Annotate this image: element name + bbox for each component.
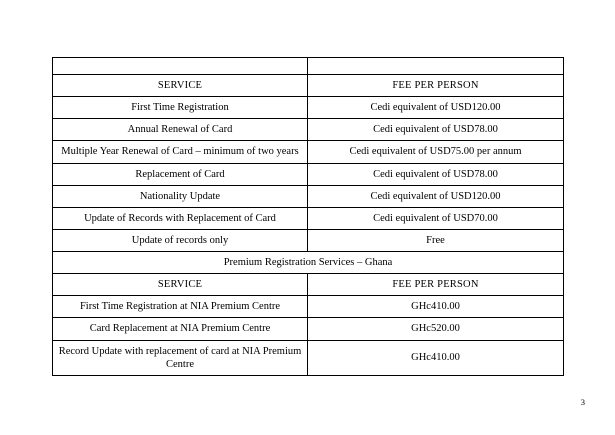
cell-fee: GHc410.00 (308, 296, 564, 318)
cell-service: Record Update with replacement of card at NIA Premium Centre (53, 340, 308, 375)
table-row (53, 163, 564, 185)
column-header-fee: FEE PER PERSON (308, 274, 564, 296)
cell-fee: Cedi equivalent of USD70.00 (308, 207, 564, 229)
table-row (53, 318, 564, 340)
cell-service: Update of records only (53, 229, 308, 251)
table-header-row-1 (53, 75, 564, 97)
section-title: Premium Registration Services – Ghana (53, 252, 564, 274)
cell-fee: Cedi equivalent of USD120.00 (308, 97, 564, 119)
table-row (53, 229, 564, 251)
cell-fee: Cedi equivalent of USD120.00 (308, 185, 564, 207)
cell-fee: Cedi equivalent of USD78.00 (308, 119, 564, 141)
table-row (53, 119, 564, 141)
fees-table (52, 57, 564, 376)
table-row (53, 207, 564, 229)
cell-service: Multiple Year Renewal of Card – minimum of two years (53, 141, 308, 163)
cell-service: Nationality Update (53, 185, 308, 207)
cell-service: Update of Records with Replacement of Card (53, 207, 308, 229)
section-title-row (53, 252, 564, 274)
table-header-row-2 (53, 274, 564, 296)
cell-service: Card Replacement at NIA Premium Centre (53, 318, 308, 340)
column-header-fee: FEE PER PERSON (308, 75, 564, 97)
table-row (53, 185, 564, 207)
table-row (53, 97, 564, 119)
cell-service: Annual Renewal of Card (53, 119, 308, 141)
cell-service: First Time Registration at NIA Premium Centre (53, 296, 308, 318)
cell-service: Replacement of Card (53, 163, 308, 185)
cell-fee: GHc410.00 (308, 340, 564, 375)
cell-fee: GHc520.00 (308, 318, 564, 340)
blank-cell-service (53, 58, 308, 75)
blank-cell-fee (308, 58, 564, 75)
cell-fee: Free (308, 229, 564, 251)
page-number: 3 (580, 397, 585, 407)
cell-service: First Time Registration (53, 97, 308, 119)
cell-fee: Cedi equivalent of USD75.00 per annum (308, 141, 564, 163)
table-row (53, 141, 564, 163)
cell-fee: Cedi equivalent of USD78.00 (308, 163, 564, 185)
column-header-service: SERVICE (53, 274, 308, 296)
column-header-service: SERVICE (53, 75, 308, 97)
table-row (53, 296, 564, 318)
table-row (53, 340, 564, 375)
table-top-blank-row (53, 58, 564, 75)
